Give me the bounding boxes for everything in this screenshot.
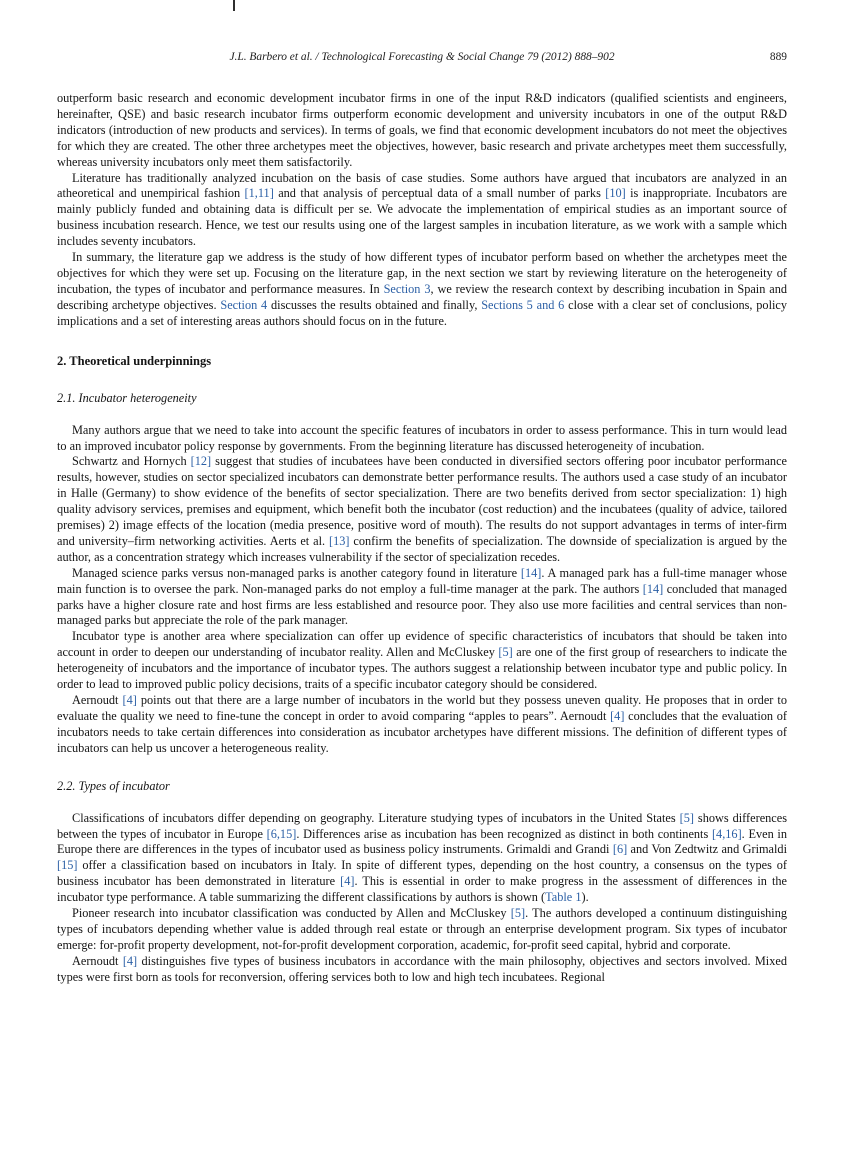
citation-link[interactable]: [6] bbox=[612, 842, 628, 857]
paragraph bbox=[57, 423, 787, 455]
paragraph bbox=[57, 454, 787, 565]
text-segment: and Von Zedtwitz and Grimaldi bbox=[627, 842, 787, 857]
text-segment: . The authors developed a continuum distinguishing types of incubators depending whether value is added through real estate or through an enterprise development program. Six types of incubator emerge: for-profit property development, not-for-profit development corporation, academic, for-profit seed capital, hybrid and corporate. bbox=[57, 906, 787, 952]
running-head: J.L. Barbero et al. / Technological Forecasting & Social Change 79 (2012) 888–902 bbox=[229, 51, 615, 63]
page-header bbox=[57, 50, 787, 64]
paragraph bbox=[57, 250, 787, 330]
text-segment: suggest that studies of incubatees have been conducted in diversified sectors offering poor incubator performance results, however, studies on sector specialized incubators can demonstrate better performance results. The authors used a case study of an incubator in Halle (Germany) to show evidence of the benefits of sector specialization. There are two benefits derived from sector specialization: 1) high quality advisory services, premises and equipment, which benefit both the incubator (cost reduction) and the incubatees (quality of advice, tailored premises) 2) image effects of the location (media presence, positive word of mouth). The results do not support advantages in terms of inter-firm and university–firm networking activities. Aerts et al. bbox=[57, 454, 787, 548]
subsection-heading: 2.2. Types of incubator bbox=[57, 778, 170, 793]
text-segment: concludes that the evaluation of incubators needs to take certain differences into consideration as incubator archetypes have different missions. The definition of different types of incubators can help us uncover a heterogeneous reality. bbox=[57, 708, 787, 755]
paragraph bbox=[57, 566, 787, 630]
paragraph bbox=[57, 693, 787, 757]
text-segment: concluded that managed parks have a higher closure rate and host firms are less established and resource poor. They also use more facilities and central services than non-managed parks but appreciate the role of the park manager. bbox=[57, 581, 787, 628]
paragraph bbox=[57, 91, 787, 171]
citation-link[interactable]: [5] bbox=[510, 906, 526, 921]
citation-link[interactable]: Sections 5 and 6 bbox=[481, 297, 565, 312]
citation-link[interactable]: [5] bbox=[679, 810, 694, 825]
text-segment: In summary, the literature gap we address is the study of how different types of incubator perform based on whether the archetypes meet the objectives for which they were set up. Focusing on the literature gap, in the next section we start by reviewing literature on the heterogeneity of incubation, the types of incubator and performance measures. In bbox=[57, 250, 787, 296]
text-segment: . Even in Europe there are differences in the types of incubator used as business policy instruments. Grimaldi and Grandi bbox=[57, 826, 787, 857]
text-segment: close with a clear set of conclusions, policy implications and a set of interesting areas authors should focus on in the future. bbox=[57, 297, 788, 328]
text-segment: is inappropriate. Incubators are mainly publicly funded and obtaining data is difficult per se. We advocate the implementation of empirical studies as an important source of business incubation research. Hence, we test our results using one of the largest samples in incubation literature, as we work with a sample which includes seventy incubators. bbox=[57, 186, 788, 249]
text-segment: shows differences between the types of incubator in Europe bbox=[57, 810, 788, 841]
text-segment: offer a classification based on incubators in Italy. In spite of different types, depending on the host country, a consensus on the types of business incubator has been demonstrated in literature bbox=[57, 858, 787, 889]
citation-link[interactable]: Section 4 bbox=[220, 297, 268, 312]
citation-link[interactable]: [4,16] bbox=[711, 826, 742, 841]
citation-link[interactable]: [12] bbox=[190, 454, 212, 469]
citation-link[interactable]: [6,15] bbox=[266, 826, 297, 841]
text-segment: Incubator type is another area where specialization can offer up evidence of specific characteristics of incubators that should be taken into account in order to deepen our understanding of incubator reality. Allen and McCluskey bbox=[57, 629, 787, 660]
text-segment: ). bbox=[581, 890, 589, 905]
subsection-heading: 2.1. Incubator heterogeneity bbox=[57, 390, 197, 405]
citation-link[interactable]: Table 1 bbox=[545, 890, 582, 905]
text-segment: discusses the results obtained and finally, bbox=[267, 297, 482, 312]
page-content bbox=[57, 50, 787, 986]
text-segment: Literature has traditionally analyzed incubation on the basis of case studies. Some authors have argued that incubators are analyzed in an atheoretical and unempirical fashion bbox=[57, 170, 787, 201]
citation-link[interactable]: [14] bbox=[642, 581, 664, 596]
text-segment: Aernoudt bbox=[72, 693, 123, 707]
text-segment: . This is essential in order to make progress in the assessment of differences in the incubator type performance. A table summarizing the different classifications by authors is shown ( bbox=[57, 874, 787, 905]
text-segment: Managed science parks versus non-managed parks is another category found in literature bbox=[72, 565, 521, 580]
text-segment: Many authors argue that we need to take into account the specific features of incubators in order to assess performance. This in turn would lead to an improved incubator policy response by governments. From the beginning literature has discussed heterogeneity of incubation. bbox=[57, 422, 787, 453]
text-segment: outperform basic research and economic development incubator firms in one of the input R&D indicators (qualified scientists and engineers, hereinafter, QSE) and basic research incubator firms outperform economic development and university incubators in one of the output R&D indicators (introduction of new products and services). In terms of goals, we find that economic development incubators do not meet the objectives for which they are created. The other three archetypes meet the objectives, however, basic research and private archetypes meet them successfully, whereas university incubators only meet them satisfactorily. bbox=[57, 91, 787, 169]
paragraph bbox=[57, 171, 787, 251]
text-segment: Pioneer research into incubator classification was conducted by Allen and McCluskey bbox=[72, 906, 511, 921]
paragraph bbox=[57, 954, 787, 986]
text-segment: and that analysis of perceptual data of a small number of parks bbox=[273, 186, 606, 201]
text-segment: , we review the research context by describing incubation in Spain and describing archetype objectives. bbox=[57, 281, 788, 312]
citation-link[interactable]: [4] bbox=[122, 953, 138, 968]
paragraph bbox=[57, 629, 787, 693]
citation-link[interactable]: [4] bbox=[340, 874, 355, 889]
text-segment: confirm the benefits of specialization. The downside of specialization is argued by the author, as a concentration strategy which increases vulnerability if the sector of specialization recedes. bbox=[57, 533, 787, 564]
citation-link[interactable]: [4] bbox=[610, 708, 625, 723]
citation-link[interactable]: [5] bbox=[498, 645, 513, 660]
scan-crop-mark bbox=[233, 0, 235, 11]
text-segment: . Differences arise as incubation has been recognized as distinct in both continents bbox=[296, 826, 712, 841]
citation-link[interactable]: [4] bbox=[122, 693, 137, 707]
citation-link[interactable]: [13] bbox=[329, 533, 350, 548]
text-segment: points out that there are a large number of incubators in the world but they possess uneven quality. He proposes that in order to evaluate the quality we need to fine-tune the concept in order to avoid comparing “apples to pears”. Aernoudt bbox=[57, 693, 787, 723]
paragraph bbox=[57, 906, 787, 954]
citation-link[interactable]: [1,11] bbox=[244, 186, 274, 201]
section-heading: 2. Theoretical underpinnings bbox=[57, 353, 212, 368]
citation-link[interactable]: Section 3 bbox=[383, 281, 431, 296]
citation-link[interactable]: [10] bbox=[605, 186, 626, 201]
text-segment: Schwartz and Hornych bbox=[72, 454, 191, 469]
text-segment: distinguishes five types of business incubators in accordance with the main philosophy, objectives and sectors involved. Mixed types were first born as tools for reconversion, offering services both to low and high tech incubatees. Regional bbox=[57, 953, 787, 984]
citation-link[interactable]: [15] bbox=[57, 858, 78, 873]
citation-link[interactable]: [14] bbox=[520, 565, 542, 580]
page-number: 889 bbox=[769, 51, 787, 63]
article-body bbox=[57, 91, 787, 986]
text-segment: are one of the first group of researchers to indicate the heterogeneity of incubators and the importance of incubator types. The authors suggest a relationship between incubator type and public policy. In order to lead to improved public policy decisions, traits of a specific incubator category should be considered. bbox=[57, 645, 788, 692]
paragraph bbox=[57, 811, 787, 906]
text-segment: Aernoudt bbox=[72, 953, 123, 968]
text-segment: . A managed park has a full-time manager whose main function is to oversee the park. Non-managed parks do not employ a full-time manager at the park. The authors bbox=[57, 565, 787, 596]
text-segment: Classifications of incubators differ depending on geography. Literature studying types of incubators in the United States bbox=[72, 810, 680, 825]
